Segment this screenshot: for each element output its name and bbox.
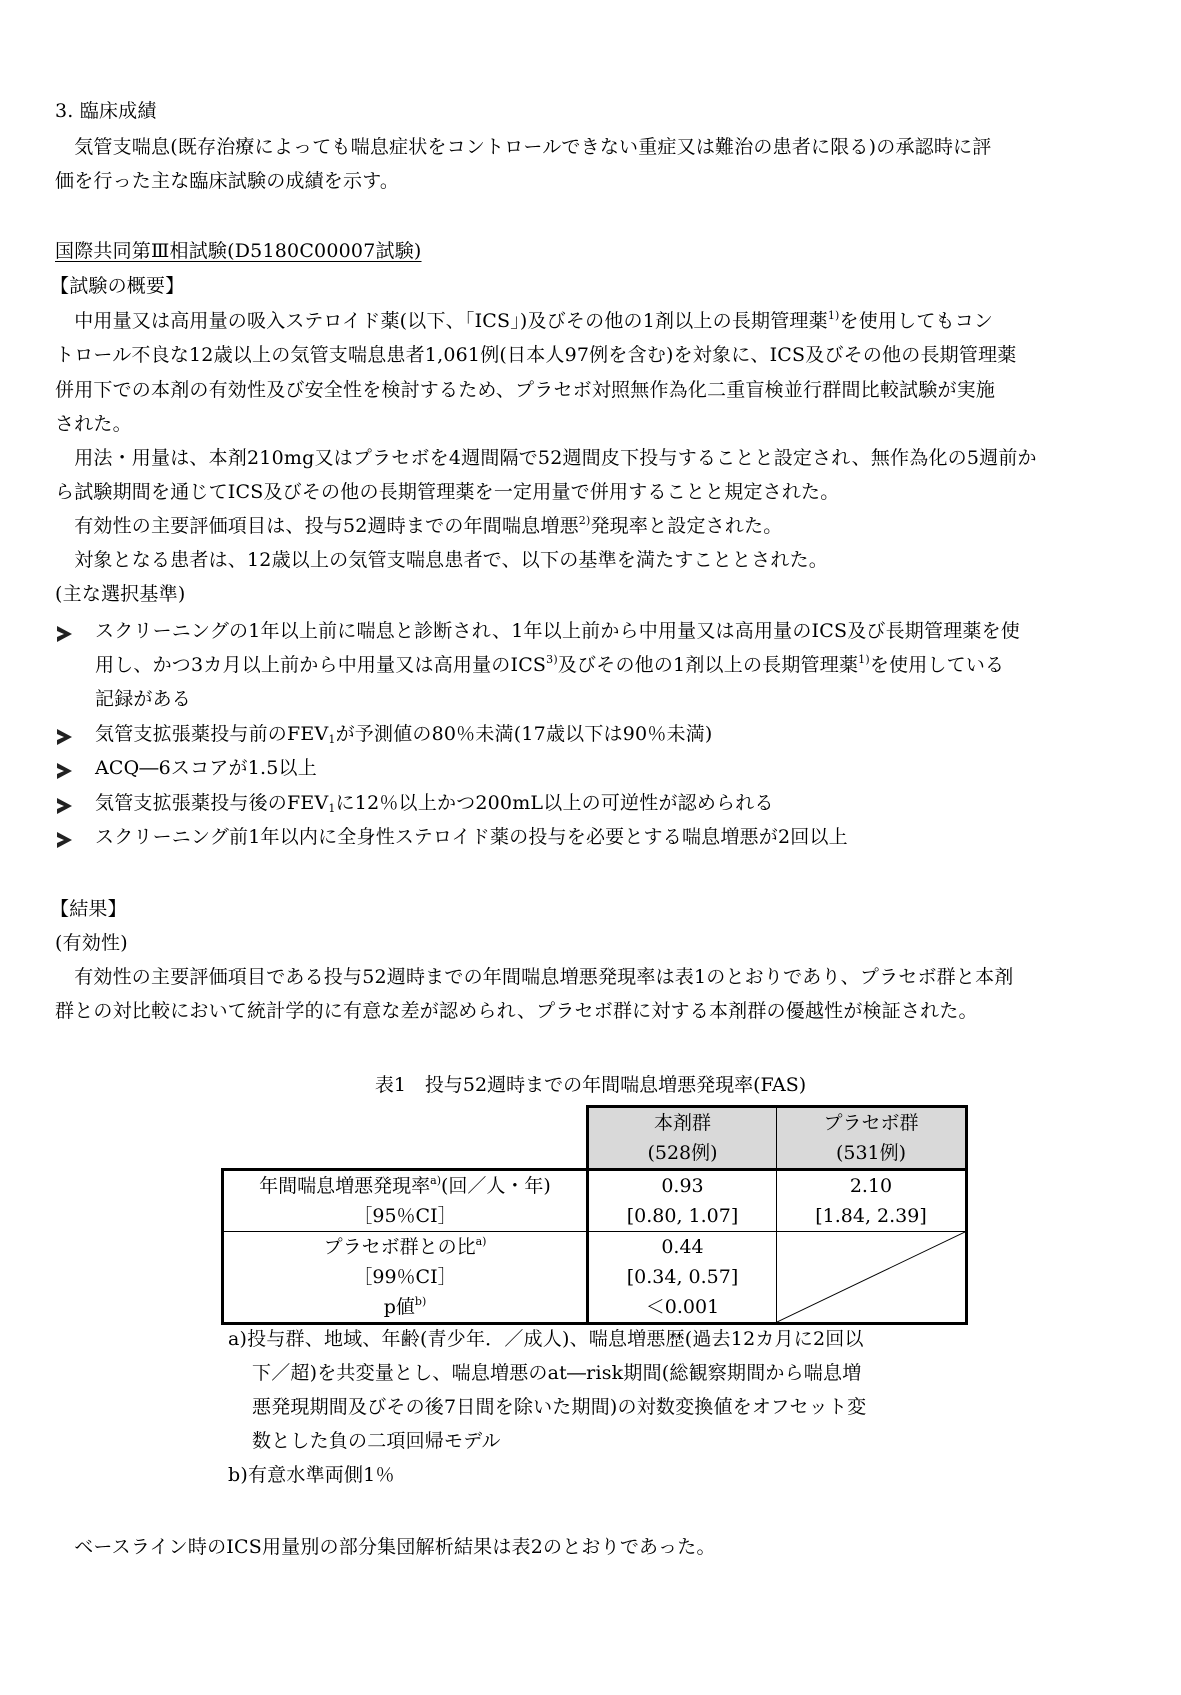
header-drug-group: 本剤群 (528例) — [588, 1107, 777, 1170]
criterion-1-line-3: 記録がある — [95, 688, 192, 710]
table1 — [221, 1105, 968, 1325]
overview-p1-line-4: された。 — [55, 413, 132, 435]
arrow-bullet-icon — [57, 832, 72, 848]
intro-line-2: 価を行った主な臨床試験の成績を示す。 — [55, 170, 400, 192]
overview-p4: 対象となる患者は、12歳以上の気管支喘息患者で、以下の基準を満たすこととされた。 — [55, 549, 828, 571]
row-label-rate-ratio: プラセボ群との比$^{a)}$ ［99％CI］ p値$^{b)}$ — [223, 1232, 588, 1324]
criterion-3: ACQ―6スコアが1.5以上 — [95, 757, 317, 779]
row-label-annual-rate: 年間喘息増悪発現率$^{a)}$(回／人・年) ［95％CI］ — [223, 1170, 588, 1232]
cell-placebo-not-applicable — [777, 1232, 967, 1324]
criterion-2: 気管支拡張薬投与前の$FEV_1$が予測値の80％未満(17歳以下は90％未満) — [95, 723, 713, 746]
overview-heading: 【試験の概要】 — [50, 275, 185, 297]
footnote-a-line-4: 数とした負の二項回帰モデル — [252, 1430, 501, 1452]
table-row — [223, 1232, 967, 1324]
header-placebo-group: プラセボ群 (531例) — [777, 1107, 967, 1170]
trial-title: 国際共同第Ⅲ相試験(D5180C00007試験) — [55, 240, 422, 262]
overview-p3: 有効性の主要評価項目は、投与52週時までの年間喘息増悪$^{2)}$発現率と設定された。 — [55, 514, 783, 537]
arrow-bullet-icon — [57, 729, 72, 745]
criterion-1-line-1: スクリーニングの1年以上前に喘息と診断され、1年以上前から中用量又は高用量のICS及び長期管理薬を使 — [95, 620, 1020, 642]
arrow-bullet-icon — [57, 626, 72, 642]
footnote-a-line-3: 悪発現期間及びその後7日間を除いた期間)の対数変換値をオフセット変 — [252, 1396, 867, 1418]
footnote-a-line-2: 下／超)を共変量とし、喘息増悪のat―risk期間(総観察期間から喘息増 — [252, 1362, 862, 1384]
arrow-bullet-icon — [57, 763, 72, 779]
table-corner-empty — [223, 1107, 588, 1170]
results-p1-line-1: 有効性の主要評価項目である投与52週時までの年間喘息増悪発現率は表1のとおりであり、プラセボ群と本剤 — [55, 966, 1014, 988]
cell-placebo-annual-rate: 2.10 [1.84, 2.39] — [777, 1170, 967, 1232]
cell-drug-annual-rate: 0.93 [0.80, 1.07] — [588, 1170, 777, 1232]
results-heading: 【結果】 — [50, 898, 127, 920]
footnote-b: b)有意水準両側1％ — [228, 1464, 395, 1486]
overview-p1-line-1: 中用量又は高用量の吸入ステロイド薬(以下、「ICS」)及びその他の1剤以上の長期管理薬$^{1)}$を使用してもコン — [55, 309, 994, 332]
cell-drug-rate-ratio: 0.44 [0.34, 0.57] ＜0.001 — [588, 1232, 777, 1324]
criterion-4: 気管支拡張薬投与後の$FEV_1$に12％以上かつ200mL以上の可逆性が認められる — [95, 792, 774, 815]
criterion-5: スクリーニング前1年以内に全身性ステロイド薬の投与を必要とする喘息増悪が2回以上 — [95, 826, 848, 848]
footnote-ref: 2) — [578, 514, 591, 527]
overview-p1-line-3: 併用下での本剤の有効性及び安全性を検討するため、プラセボ対照無作為化二重盲検並行群間比較試験が実施 — [55, 379, 996, 401]
table1-caption: 表1 投与52週時までの年間喘息増悪発現率(FAS) — [374, 1074, 807, 1096]
diagonal-slash-icon — [777, 1232, 965, 1322]
arrow-bullet-icon — [57, 798, 72, 814]
efficacy-heading: (有効性) — [55, 932, 128, 954]
overview-p2-line-1: 用法・用量は、本剤210mg又はプラセボを4週間隔で52週間皮下投与することと設定され、無作為化の5週前か — [55, 447, 1037, 469]
closing-paragraph: ベースライン時のICS用量別の部分集団解析結果は表2のとおりであった。 — [55, 1536, 716, 1558]
overview-p1-line-2: トロール不良な12歳以上の気管支喘息患者1,061例(日本人97例を含む)を対象に、ICS及びその他の長期管理薬 — [55, 344, 1017, 366]
results-p1-line-2: 群との対比較において統計学的に有意な差が認められ、プラセボ群に対する本剤群の優越性が検証された。 — [55, 1000, 978, 1022]
criterion-1-line-2: 用し、かつ3カ月以上前から中用量又は高用量のICS$^{3)}$及びその他の1剤以上の長期管理薬$^{1)}$を使用している — [95, 653, 1005, 676]
criteria-heading: (主な選択基準) — [55, 583, 186, 605]
section-heading: 3. 臨床成績 — [55, 100, 157, 122]
table-header-row — [223, 1107, 967, 1170]
intro-line-1: 気管支喘息(既存治療によっても喘息症状をコントロールできない重症又は難治の患者に限る)の承認時に評 — [55, 136, 992, 158]
table-row — [223, 1170, 967, 1232]
footnote-a-line-1: a)投与群、地域、年齢(青少年．／成人)、喘息増悪歴(過去12カ月に2回以 — [228, 1328, 864, 1350]
footnote-ref: 1) — [827, 309, 840, 322]
overview-p2-line-2: ら試験期間を通じてICS及びその他の長期管理薬を一定用量で併用することと規定された。 — [55, 481, 840, 503]
